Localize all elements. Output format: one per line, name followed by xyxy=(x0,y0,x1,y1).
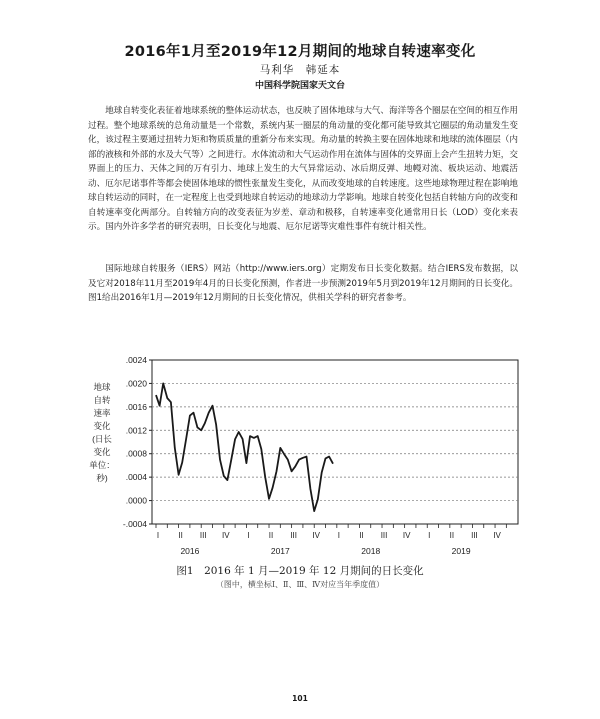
y-axis-label: (日长 xyxy=(92,434,112,444)
x-quarter-label: II xyxy=(449,531,455,540)
x-quarter-label: IV xyxy=(402,531,411,540)
y-tick-label: .0016 xyxy=(125,401,147,412)
x-quarter-label: I xyxy=(156,531,160,540)
x-quarter-label: III xyxy=(380,531,388,540)
figure-caption: 图1 2016 年 1 月—2019 年 12 月期间的日长变化 xyxy=(176,565,424,577)
y-axis-label: 自转 xyxy=(93,395,111,405)
x-quarter-label: I xyxy=(337,531,340,540)
x-quarter-label: III xyxy=(199,531,207,540)
figure-caption-note: （图中，横坐标Ⅰ、Ⅱ、Ⅲ、Ⅳ对应当年季度值） xyxy=(215,580,385,589)
y-tick-label: .0004 xyxy=(125,472,147,483)
x-quarter-label: II xyxy=(359,531,364,540)
x-quarter-label: I xyxy=(428,531,431,540)
x-year-label: 2016 xyxy=(180,546,200,556)
x-quarter-label: IV xyxy=(222,531,230,540)
body-paragraph-2: 国际地球自转服务（IERS）网站（http://www.iers.org）定期发布日长变化数据。结合IERS发布数据，以及它对2018年11月至2019年4月的日长变化预测，作者进一步预测2019年5月到2019年12月期间的日长变化。图1给出2016年1月—2019年12月期间的日长变化情况，供相关学科的研究者参考。 xyxy=(88,264,518,303)
lod-line-chart xyxy=(80,356,530,561)
y-tick-label: .0012 xyxy=(125,425,147,436)
x-quarter-label: IV xyxy=(493,531,501,540)
affiliation: 中国科学院国家天文台 xyxy=(254,81,345,91)
lod-series-line xyxy=(156,383,333,511)
y-axis-label: 变化 xyxy=(93,421,111,431)
body-paragraph-1: 地球自转变化表征着地球系统的整体运动状态，也反映了固体地球与大气、海洋等各个圈层在空间的相互作用过程。整个地球系统的总角动量是一个常数，系统内某一圈层的角动量的变化都可能导致其它圈层的角动量发生变化，该过程主要通过扭转力矩和物质质量的重新分布来实现。角动量的转换主要在固体地球和地球的流体圈层（内部的液核和外部的水及大气等）之间进行。水体流动和大气运动作用在流体与固体的交界面上会产生扭转力矩，交界面上的压力、天体之间的万有引力、地球上发生的大气异常运动、冰后期反弹、地幔对流、板块运动、地震活动、厄尔尼诺事件等都会使固体地球的惯性张量发生变化，从而改变地球的自转速度。这些地球物理过程在影响地球自转运动的同时，在一定程度上也受到地球自转运动的地球动力学影响。地球自转变化包括自转轴方向的改变和自转速率变化两部分。自转轴方向的改变表征为岁差、章动和极移，自转速率变化通常用日长（LOD）变化来表示。国内外许多学者的研究表明，日长变化与地震、厄尔尼诺等灾难性事件有统计相关性。 xyxy=(88,106,518,232)
figure-1 xyxy=(80,356,530,586)
y-tick-label: .0008 xyxy=(125,448,147,459)
x-quarter-label: III xyxy=(471,531,478,540)
x-year-label: 2017 xyxy=(270,546,290,556)
y-axis-label: 速率 xyxy=(93,408,111,418)
page-number: 101 xyxy=(292,694,308,703)
x-quarter-label: IV xyxy=(312,531,321,540)
authors: 马利华 韩延本 xyxy=(259,64,341,76)
y-tick-label: .0020 xyxy=(125,378,147,389)
y-axis-label: 秒) xyxy=(96,473,108,483)
x-quarter-label: III xyxy=(290,531,297,540)
y-axis-label: 单位： xyxy=(89,460,115,470)
y-tick-label: -.0004 xyxy=(122,519,147,529)
y-axis-label: 变化 xyxy=(93,447,111,457)
x-year-label: 2018 xyxy=(361,546,381,556)
y-axis-label: 地球 xyxy=(93,382,111,392)
x-quarter-label: I xyxy=(247,531,250,540)
x-year-label: 2019 xyxy=(451,546,471,556)
plot-frame xyxy=(152,360,518,524)
paper-title: 2016年1月至2019年12月期间的地球自转速率变化 xyxy=(124,44,476,60)
x-quarter-label: II xyxy=(178,531,183,540)
y-tick-label: .0000 xyxy=(125,495,147,506)
y-tick-label: .0024 xyxy=(125,356,147,365)
x-quarter-label: II xyxy=(268,531,274,540)
